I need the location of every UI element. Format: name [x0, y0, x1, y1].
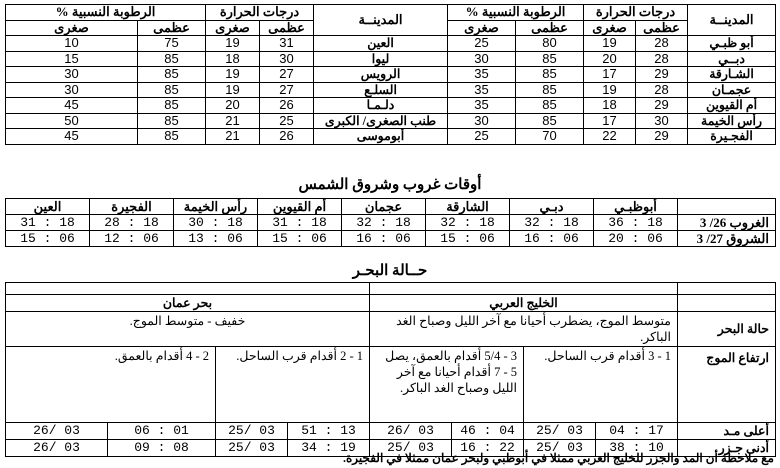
temp-max-header-left: عظمى — [260, 20, 314, 36]
temp-min: 20 — [206, 98, 260, 114]
humidity-max: 85 — [516, 98, 584, 114]
temp-min: 22 — [584, 129, 636, 145]
empty-corner-cell — [678, 199, 776, 215]
humidity-max: 85 — [138, 51, 206, 67]
temp-min: 17 — [584, 67, 636, 83]
city-name: رأس الخيمة — [688, 113, 776, 129]
humidity-header-right: الرطوبة النسبية % — [448, 5, 584, 21]
wave-height-label: ارتفاع الموج — [678, 347, 776, 423]
oman-sea-state: خفيف - متوسط الموج. — [6, 312, 370, 347]
oman-wave-shore: 1 - 2 أقدام قرب الساحل. — [216, 347, 370, 423]
high-tide-label: أعلى مـد — [678, 423, 776, 440]
humidity-min: 50 — [6, 113, 138, 129]
sunset-time: 18 : 36 — [594, 215, 678, 231]
gulf-header: الخليج العربي — [370, 295, 678, 312]
temp-min: 17 — [584, 113, 636, 129]
table-row — [6, 67, 776, 83]
tide-note: مع ملاحظة أن المد والجزر للخليج العربي ممثلا في أبوظبي ولبحر عمان ممثلا في الفجيرة. — [342, 451, 774, 465]
sun-city: رأس الخيمة — [174, 199, 258, 215]
empty-cell — [370, 283, 678, 295]
temp-max: 31 — [260, 36, 314, 52]
humidity-min: 30 — [6, 82, 138, 98]
tide-date: 03 /25 — [524, 423, 596, 440]
sun-times-title: أوقات غروب وشروق الشمس — [298, 177, 482, 193]
sea-state-label: حالة البحر — [678, 312, 776, 347]
city-name: السلـع — [314, 82, 448, 98]
humidity-min: 15 — [6, 51, 138, 67]
sunset-time: 18 : 28 — [90, 215, 174, 231]
humidity-max: 85 — [138, 98, 206, 114]
humidity-max: 75 — [138, 36, 206, 52]
gulf-wave-deep: 3 - 5/4 أقدام بالعمق، يصل 5 - 7 أقدام أحيانا مع آخر الليل وصباح الغد الباكر. — [370, 347, 524, 423]
sun-city: أم القيوين — [258, 199, 342, 215]
sunset-time: 18 : 32 — [426, 215, 510, 231]
humidity-min: 25 — [448, 36, 516, 52]
tide-date: 03 /25 — [370, 440, 452, 457]
temp-min: 20 — [584, 51, 636, 67]
high-tide-row — [6, 423, 776, 440]
humidity-max: 85 — [516, 113, 584, 129]
humidity-min: 45 — [6, 129, 138, 145]
temp-max: 28 — [636, 82, 688, 98]
sunset-time: 18 : 32 — [342, 215, 426, 231]
sunrise-time: 06 : 20 — [594, 231, 678, 247]
temp-min: 18 — [206, 51, 260, 67]
humidity-max: 80 — [516, 36, 584, 52]
temp-max-header-right: عظمى — [636, 20, 688, 36]
sunrise-time: 06 : 15 — [6, 231, 90, 247]
temp-max: 30 — [636, 113, 688, 129]
humidity-min: 30 — [448, 51, 516, 67]
oman-header: بحر عمان — [6, 295, 370, 312]
humidity-max: 85 — [138, 82, 206, 98]
temp-min: 19 — [584, 36, 636, 52]
tide-time: 04 : 46 — [452, 423, 524, 440]
sun-city: العين — [6, 199, 90, 215]
sea-state-table — [5, 282, 776, 457]
humidity-min: 30 — [6, 67, 138, 83]
temp-max: 30 — [260, 51, 314, 67]
table-row — [6, 113, 776, 129]
sunrise-time: 06 : 15 — [426, 231, 510, 247]
low-tide-label: أدنى جـزر — [678, 440, 776, 457]
city-name: الرويس — [314, 67, 448, 83]
wave-height-row — [6, 347, 776, 423]
temp-max: 28 — [636, 36, 688, 52]
empty-corner-cell — [678, 295, 776, 312]
humidity-max: 70 — [516, 129, 584, 145]
temp-max: 26 — [260, 98, 314, 114]
table-row — [6, 51, 776, 67]
sea-header-row — [6, 295, 776, 312]
tide-date: 03 /26 — [6, 440, 108, 457]
temp-header-left: درجات الحرارة — [206, 5, 314, 21]
sun-city: أبوظبـي — [594, 199, 678, 215]
humidity-max: 85 — [138, 67, 206, 83]
sunset-label: الغروب 26/ 3 — [678, 215, 776, 231]
sun-city: دبـي — [510, 199, 594, 215]
city-header-right: المدينــة — [688, 5, 776, 36]
humidity-max: 85 — [516, 67, 584, 83]
temp-max: 25 — [260, 113, 314, 129]
hum-max-header-left: عظمى — [138, 20, 206, 36]
temp-max: 29 — [636, 129, 688, 145]
temp-max: 29 — [636, 67, 688, 83]
sun-city: الشارقة — [426, 199, 510, 215]
temp-min: 21 — [206, 113, 260, 129]
tide-date: 03 /26 — [6, 423, 108, 440]
city-name: دلـمـا — [314, 98, 448, 114]
city-name: الشـارقة — [688, 67, 776, 83]
tide-time: 19 : 34 — [288, 440, 370, 457]
table-row — [6, 36, 776, 52]
hum-max-header-right: عظمى — [516, 20, 584, 36]
city-name: العين — [314, 36, 448, 52]
weather-table — [5, 4, 776, 145]
city-name: عجمـان — [688, 82, 776, 98]
humidity-min: 35 — [448, 98, 516, 114]
empty-cell — [6, 283, 370, 295]
table-row — [6, 215, 776, 231]
tide-time: 17 : 04 — [596, 423, 678, 440]
temp-min: 19 — [206, 36, 260, 52]
sunrise-time: 06 : 16 — [510, 231, 594, 247]
oman-wave-deep: 2 - 4 أقدام بالعمق. — [6, 347, 216, 423]
tide-date: 03 /25 — [216, 423, 288, 440]
city-name: أم القيوين — [688, 98, 776, 114]
humidity-min: 25 — [448, 129, 516, 145]
sunset-time: 18 : 31 — [6, 215, 90, 231]
temp-min-header-left: صغرى — [206, 20, 260, 36]
sunrise-time: 06 : 12 — [90, 231, 174, 247]
city-name: أبوموسى — [314, 129, 448, 145]
table-row — [6, 98, 776, 114]
sun-city: الفجيرة — [90, 199, 174, 215]
sun-times-table — [5, 198, 776, 247]
temp-max: 27 — [260, 67, 314, 83]
sea-spacer-row — [6, 283, 776, 295]
sunset-time: 18 : 32 — [510, 215, 594, 231]
humidity-min: 35 — [448, 82, 516, 98]
humidity-min: 35 — [448, 67, 516, 83]
temp-min: 19 — [584, 82, 636, 98]
sunrise-time: 06 : 15 — [258, 231, 342, 247]
table-row — [6, 231, 776, 247]
temp-min-header-right: صغرى — [584, 20, 636, 36]
sea-state-row — [6, 312, 776, 347]
city-header-left: المدينــة — [314, 5, 448, 36]
gulf-sea-state: متوسط الموج، يضطرب أحيانا مع آخر الليل وصباح الغد الباكر. — [370, 312, 678, 347]
city-name: أبو ظبـي — [688, 36, 776, 52]
sunset-time: 18 : 30 — [174, 215, 258, 231]
sun-header-row — [6, 199, 776, 215]
humidity-min: 45 — [6, 98, 138, 114]
tide-date: 03 /25 — [216, 440, 288, 457]
humidity-max: 85 — [516, 51, 584, 67]
sunset-time: 18 : 31 — [258, 215, 342, 231]
sunrise-time: 06 : 13 — [174, 231, 258, 247]
tide-time: 01 : 06 — [108, 423, 216, 440]
tide-date: 03 /26 — [370, 423, 452, 440]
temp-min: 19 — [206, 67, 260, 83]
tide-time: 10 : 38 — [596, 440, 678, 457]
hum-min-header-left: صغرى — [6, 20, 138, 36]
humidity-header-left: الرطوبة النسبية % — [6, 5, 206, 21]
temp-max: 26 — [260, 129, 314, 145]
tide-time: 08 : 09 — [108, 440, 216, 457]
temp-max: 27 — [260, 82, 314, 98]
tide-date: 03 /25 — [524, 440, 596, 457]
temp-min: 18 — [584, 98, 636, 114]
city-name: طنب الصغرى/ الكبرى — [314, 113, 448, 129]
hum-min-header-right: صغرى — [448, 20, 516, 36]
sunrise-label: الشروق 27/ 3 — [678, 231, 776, 247]
temp-min: 21 — [206, 129, 260, 145]
humidity-min: 10 — [6, 36, 138, 52]
city-name: دبــي — [688, 51, 776, 67]
sea-state-title: حــالة البحـر — [352, 263, 428, 279]
table-row — [6, 82, 776, 98]
table-row — [6, 129, 776, 145]
gulf-wave-shore: 1 - 3 أقدام قرب الساحل. — [524, 347, 678, 423]
temp-min: 19 — [206, 82, 260, 98]
humidity-min: 30 — [448, 113, 516, 129]
empty-cell — [678, 283, 776, 295]
temp-max: 29 — [636, 98, 688, 114]
tide-time: 13 : 51 — [288, 423, 370, 440]
temp-header-right: درجات الحرارة — [584, 5, 688, 21]
humidity-max: 85 — [138, 129, 206, 145]
humidity-max: 85 — [138, 113, 206, 129]
humidity-max: 85 — [516, 82, 584, 98]
city-name: ليوا — [314, 51, 448, 67]
sun-city: عجمان — [342, 199, 426, 215]
sunrise-time: 06 : 16 — [342, 231, 426, 247]
city-name: الفجـيرة — [688, 129, 776, 145]
tide-time: 22 : 16 — [452, 440, 524, 457]
temp-max: 28 — [636, 51, 688, 67]
